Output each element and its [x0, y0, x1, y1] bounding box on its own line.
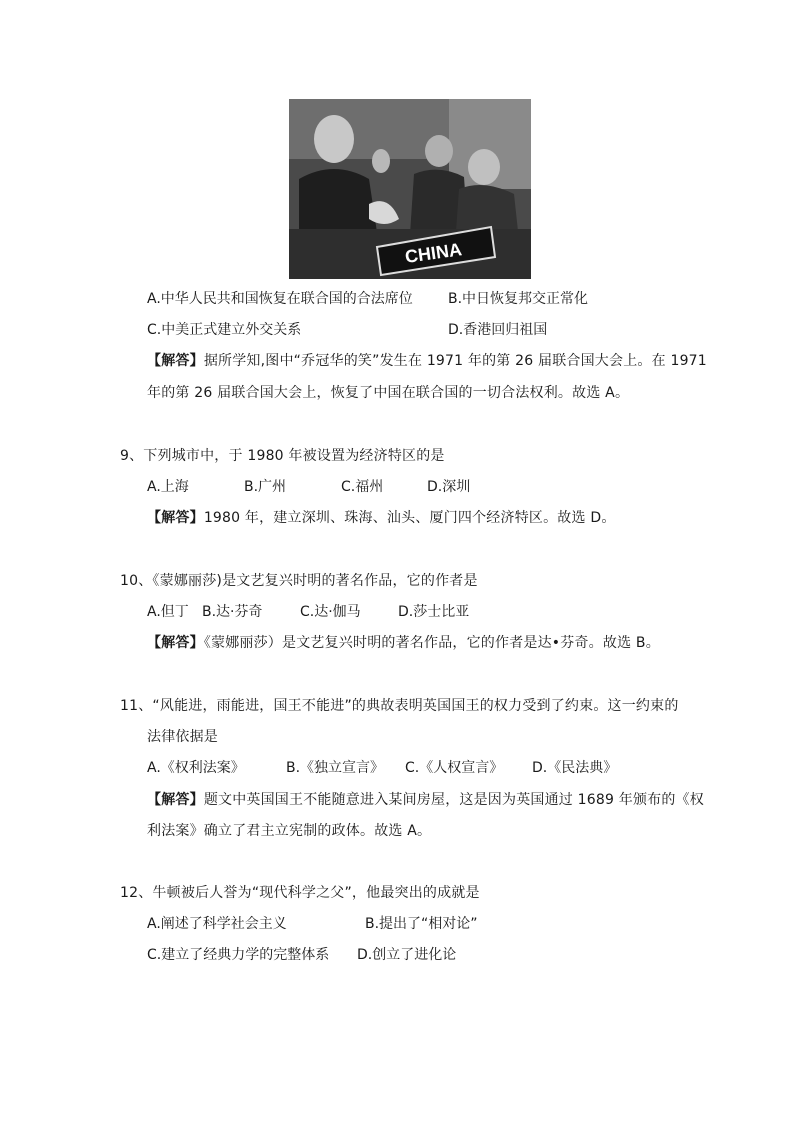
- answer-label: 【解答】: [147, 353, 204, 369]
- answer-text: 《蒙娜丽莎）是文艺复兴时明的著名作品，它的作者是达•芬奇。故选 B。: [203, 635, 660, 651]
- q11-answer-line2: 利法案》确立了君主立宪制的政体。故选 A。: [147, 823, 432, 839]
- q8-answer-line2: 年的第 26 届联合国大会上，恢复了中国在联合国的一切合法权利。故选 A。: [147, 385, 630, 401]
- q8-option-a: A.中华人民共和国恢复在联合国的合法席位: [147, 291, 413, 307]
- nameplate-text: CHINA: [403, 239, 464, 267]
- answer-text: 题文中英国国王不能随意进入某间房屋，这是因为英国通过 1689 年颁布的《权: [203, 792, 704, 808]
- q11-option-a: A.《权利法案》: [147, 760, 245, 776]
- q10-option-d: D.莎士比亚: [398, 604, 470, 620]
- q8-answer-line1: [147, 351, 707, 371]
- q8-option-b: B.中日恢复邦交正常化: [448, 291, 589, 307]
- historical-photo: [289, 99, 531, 279]
- q9-option-a: A.上海: [147, 479, 189, 495]
- answer-label: 【解答】: [147, 635, 204, 651]
- q12-option-a: A.阐述了科学社会主义: [147, 916, 287, 932]
- q10-option-b: B.达·芬奇: [202, 604, 263, 620]
- q11-option-c: C.《人权宣言》: [405, 760, 504, 776]
- q9-answer: [147, 508, 616, 528]
- q9-option-d: D.深圳: [427, 479, 471, 495]
- q9-question: 9、下列城市中，于 1980 年被设置为经济特区的是: [120, 448, 445, 464]
- q12-option-b: B.提出了“相对论”: [365, 916, 478, 932]
- q10-option-c: C.达·伽马: [300, 604, 361, 620]
- photo-illustration: [289, 99, 531, 279]
- answer-label: 【解答】: [147, 792, 204, 808]
- q8-option-d: D.香港回归祖国: [448, 322, 548, 338]
- q11-question-line1: 11、“风能进，雨能进，国王不能进”的典故表明英国国王的权力受到了约束。这一约束的: [120, 698, 679, 714]
- q10-option-a: A.但丁: [147, 604, 189, 620]
- q10-answer: [147, 633, 660, 653]
- q11-option-b: B.《独立宣言》: [286, 760, 385, 776]
- q9-option-b: B.广州: [244, 479, 287, 495]
- q12-question: 12、牛顿被后人誉为“现代科学之父”，他最突出的成就是: [120, 885, 480, 901]
- q10-question: 10、《蒙娜丽莎)是文艺复兴时明的著名作品，它的作者是: [120, 573, 478, 589]
- q11-answer-line1: [147, 790, 704, 810]
- answer-text: 1980 年，建立深圳、珠海、汕头、厦门四个经济特区。故选 D。: [203, 510, 616, 526]
- answer-text: 据所学知,图中“乔冠华的笑”发生在 1971 年的第 26 届联合国大会上。在 1971: [203, 353, 707, 369]
- q12-option-c: C.建立了经典力学的完整体系: [147, 947, 330, 963]
- q8-option-c: C.中美正式建立外交关系: [147, 322, 302, 338]
- q11-question-line2: 法律依据是: [147, 729, 218, 745]
- q9-option-c: C.福州: [341, 479, 384, 495]
- q12-option-d: D.创立了进化论: [357, 947, 457, 963]
- answer-label: 【解答】: [147, 510, 204, 526]
- q11-option-d: D.《民法典》: [532, 760, 618, 776]
